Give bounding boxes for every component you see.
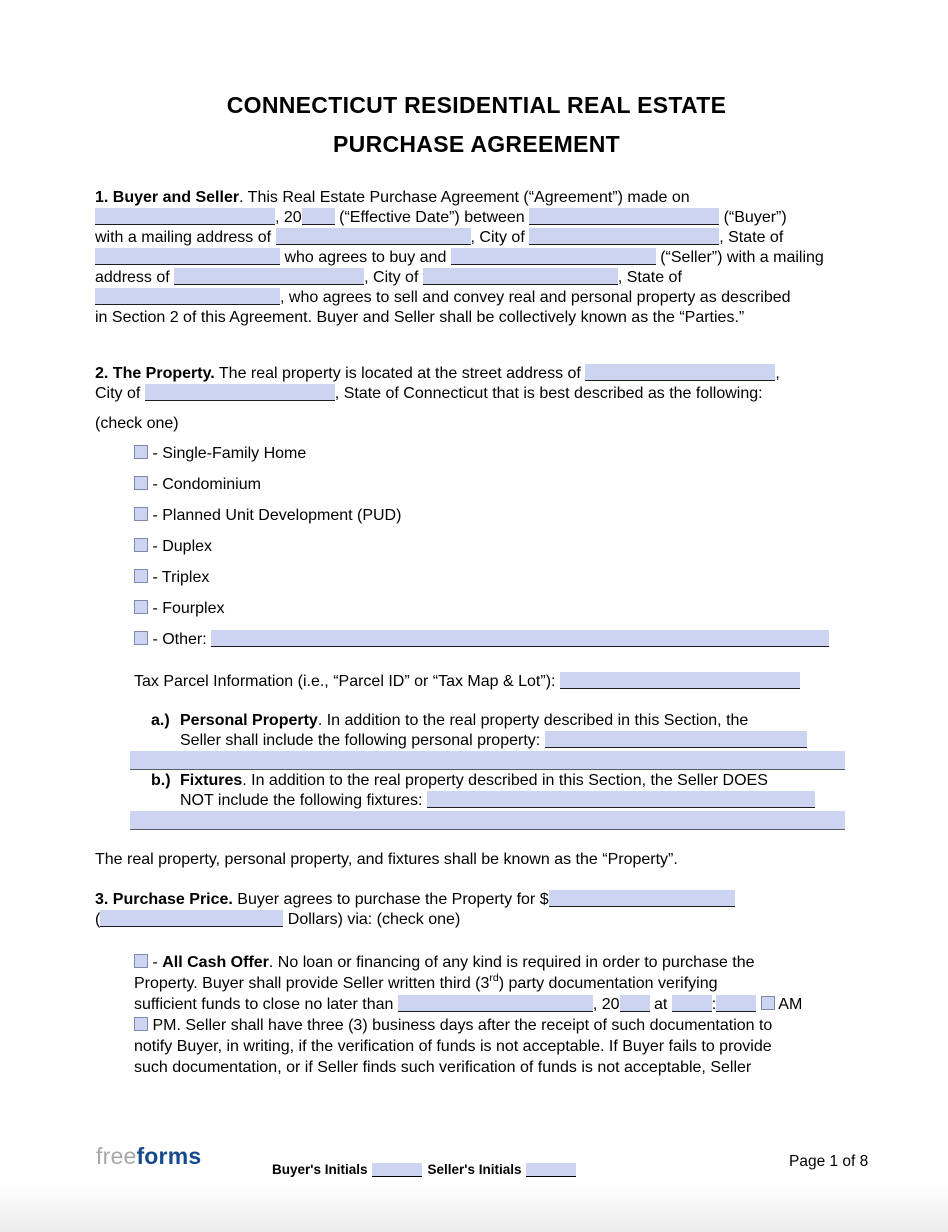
- property-type-option-fourplex: - Fourplex: [134, 599, 858, 619]
- property-type-option-other: - Other:: [134, 630, 858, 650]
- property-type-option-single-family: - Single-Family Home: [134, 444, 858, 464]
- personal-property-row-field[interactable]: [130, 751, 845, 770]
- buyer-city-field[interactable]: [529, 228, 719, 245]
- effective-year-field[interactable]: [302, 208, 335, 225]
- purchase-price-words-field[interactable]: [100, 910, 283, 927]
- bold-text: All Cash Offer: [162, 954, 269, 971]
- checkbox-single-family[interactable]: [134, 445, 148, 459]
- fixtures-row-field[interactable]: [130, 811, 845, 830]
- freeforms-logo: [96, 1143, 201, 1170]
- bold-text: Fixtures: [180, 772, 243, 789]
- sellers-initials-label: Seller's Initials: [427, 1162, 522, 1177]
- funds-minute-field[interactable]: [716, 995, 756, 1012]
- fixtures-field[interactable]: [427, 791, 815, 808]
- known-as-property-line: The real property, personal property, and fixtures shall be known as the “Property”.: [95, 851, 678, 868]
- property-type-option-duplex: - Duplex: [134, 537, 858, 557]
- buyers-initials-label: Buyer's Initials: [272, 1162, 368, 1177]
- document-title-line1: CONNECTICUT RESIDENTIAL REAL ESTATE: [226, 92, 727, 118]
- section-2-the-property: 2. The Property. The real property is located at the street address of , City of , State of Connecticut that is best described as the following:: [95, 365, 780, 402]
- seller-name-field[interactable]: [451, 248, 656, 265]
- funds-hour-field[interactable]: [672, 995, 712, 1012]
- checkbox-am[interactable]: [761, 996, 775, 1010]
- other-property-type-field[interactable]: [211, 630, 829, 647]
- ordinal-superscript: rd: [489, 971, 499, 984]
- subsection-a-marker: a.): [151, 712, 170, 729]
- document-title: [95, 86, 858, 164]
- all-cash-offer-paragraph: - All Cash Offer. No loan or financing of any kind is required in order to purchase the Property. Buyer shall provide Seller written third (3rd) party documentation verifying sufficient funds to close no later than , 20 at : AM PM. Seller shall have three (3) business days after the receipt of such documentation to notify Buyer, in writing, if the verification of funds is not acceptable. If Buyer fails to provide such documentation, or if Seller finds such verification of funds is not acceptable, Seller: [134, 954, 803, 1076]
- effective-date-field[interactable]: [95, 208, 275, 225]
- checkbox-all-cash-offer[interactable]: [134, 954, 148, 968]
- property-type-option-pud: - Planned Unit Development (PUD): [134, 506, 858, 526]
- seller-street-field[interactable]: [174, 268, 364, 285]
- property-type-option-condominium: - Condominium: [134, 475, 858, 495]
- section-1-buyer-and-seller: 1. Buyer and Seller. This Real Estate Purchase Agreement (“Agreement”) made on , 20 (“Effective Date”) between (“Buyer”) with a mailing address of , City of , State of who agrees to buy and (“Seller”) with a mailing address of , City of , State of , who agrees to sell and convey real and personal property as described in Section 2 of this Agreement. Buyer and Seller shall be collectively known as the “Parties.”: [95, 189, 824, 326]
- checkbox-other[interactable]: [134, 631, 148, 645]
- funds-year-field[interactable]: [620, 995, 650, 1012]
- property-type-option-triplex: - Triplex: [134, 568, 858, 588]
- checkbox-triplex[interactable]: [134, 569, 148, 583]
- initials-footer: [272, 1162, 582, 1177]
- checkbox-fourplex[interactable]: [134, 600, 148, 614]
- tax-parcel-line: Tax Parcel Information (i.e., “Parcel ID” or “Tax Map & Lot”):: [134, 672, 858, 692]
- subsection-b-marker: b.): [151, 772, 171, 789]
- property-street-field[interactable]: [585, 364, 775, 381]
- seller-state-field[interactable]: [95, 288, 280, 305]
- bold-text: 2. The Property.: [95, 365, 215, 382]
- property-type-list: [134, 444, 858, 650]
- bold-text: 1. Buyer and Seller: [95, 189, 240, 206]
- bold-text: Personal Property: [180, 712, 318, 729]
- document-title-line2: PURCHASE AGREEMENT: [333, 131, 620, 157]
- property-city-field[interactable]: [145, 384, 335, 401]
- section-3-purchase-price: 3. Purchase Price. Buyer agrees to purchase the Property for $ ( Dollars) via: (check one): [95, 890, 858, 930]
- subsection-b-text: Fixtures. In addition to the real property described in this Section, the Seller DOES NOT include the following fixtures:: [180, 771, 815, 811]
- tax-parcel-field[interactable]: [560, 672, 800, 689]
- funds-date-field[interactable]: [398, 995, 593, 1012]
- subsection-a-text: Personal Property. In addition to the real property described in this Section, the Seller shall include the following personal property:: [180, 711, 807, 751]
- seller-city-field[interactable]: [423, 268, 618, 285]
- page-bottom-shadow: [0, 1184, 948, 1232]
- page-number: Page 1 of 8: [789, 1153, 869, 1170]
- logo-forms-text: forms: [136, 1143, 202, 1169]
- buyers-initials-field[interactable]: [372, 1163, 422, 1177]
- bold-text: 3. Purchase Price.: [95, 891, 233, 908]
- checkbox-condominium[interactable]: [134, 476, 148, 490]
- buyer-state-field[interactable]: [95, 248, 280, 265]
- checkbox-pm[interactable]: [134, 1017, 148, 1031]
- purchase-price-field[interactable]: [549, 890, 735, 907]
- checkbox-duplex[interactable]: [134, 538, 148, 552]
- buyer-street-field[interactable]: [276, 228, 471, 245]
- subsection-a-personal-property: [151, 711, 858, 751]
- personal-property-field[interactable]: [545, 731, 807, 748]
- subsection-b-fixtures: [151, 771, 858, 811]
- check-one-label: (check one): [95, 415, 179, 432]
- checkbox-pud[interactable]: [134, 507, 148, 521]
- sellers-initials-field[interactable]: [526, 1163, 576, 1177]
- logo-free-text: free: [96, 1143, 137, 1169]
- buyer-name-field[interactable]: [529, 208, 719, 225]
